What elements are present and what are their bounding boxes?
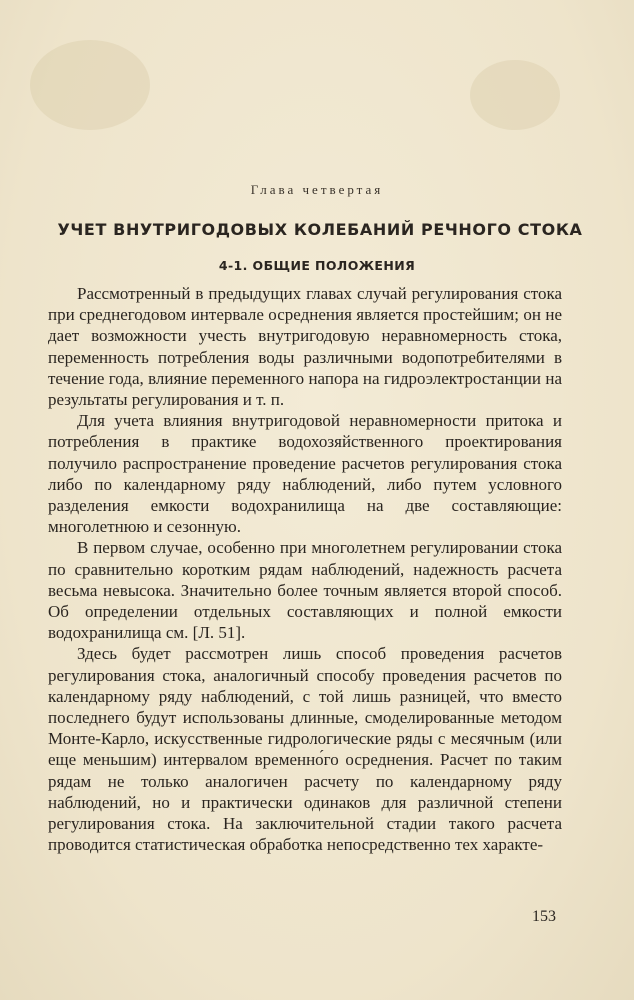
paper-stain	[470, 60, 560, 130]
paragraph: В первом случае, особенно при многолетнем регулировании стока по сравнительно коротким рядам наблюдений, надежность расчета весьма невысока. Значительно более точным является второй способ. Об определении отдельных составляющих и полной емкости водохранилища см. [Л. 51].	[48, 538, 562, 643]
chapter-label: Глава четвертая	[250, 182, 384, 197]
body-text	[48, 283, 562, 855]
paragraph: Для учета влияния внутригодовой неравномерности притока и потребления в практике водохозяйственного проектирования получило распространение проведение расчетов регулирования стока либо по календарному ряду наблюдений, либо путем условного разделения емкости водохранилища на две составляющие: многолетнюю и сезонную.	[48, 411, 562, 537]
chapter-title: УЧЕТ ВНУТРИГОДОВЫХ КОЛЕБАНИЙ РЕЧНОГО СТОКА	[57, 220, 583, 239]
page-number: 153	[532, 908, 556, 925]
paragraph: Здесь будет рассмотрен лишь способ проведения расчетов регулирования стока, аналогичный способу проведения расчетов по календарному ряду наблюдений, с той лишь разницей, что вместо последнего будут использованы длинные, смоделированные методом Монте-Карло, искусственные гидрологические ряды с месячным (или еще меньшим) интервалом временно́го осреднения. Расчет по таким рядам не только аналогичен расчету по календарному ряду наблюдений, но и практически одинаков для различной степени регулирования стока. На заключительной стадии такого расчета проводится статистическая обработка непосредственно тех характе-	[48, 644, 562, 855]
section-title: 4-1. ОБЩИЕ ПОЛОЖЕНИЯ	[218, 258, 416, 273]
paragraph: Рассмотренный в предыдущих главах случай регулирования стока при среднегодовом интервале осреднения является простейшим; он не дает возможности учесть внутригодовую неравномерность стока, переменность потребления воды различными водопотребителями в течение года, влияние переменного напора на гидроэлектростанции на результаты регулирования и т. п.	[48, 284, 562, 410]
paper-stain	[30, 40, 150, 130]
